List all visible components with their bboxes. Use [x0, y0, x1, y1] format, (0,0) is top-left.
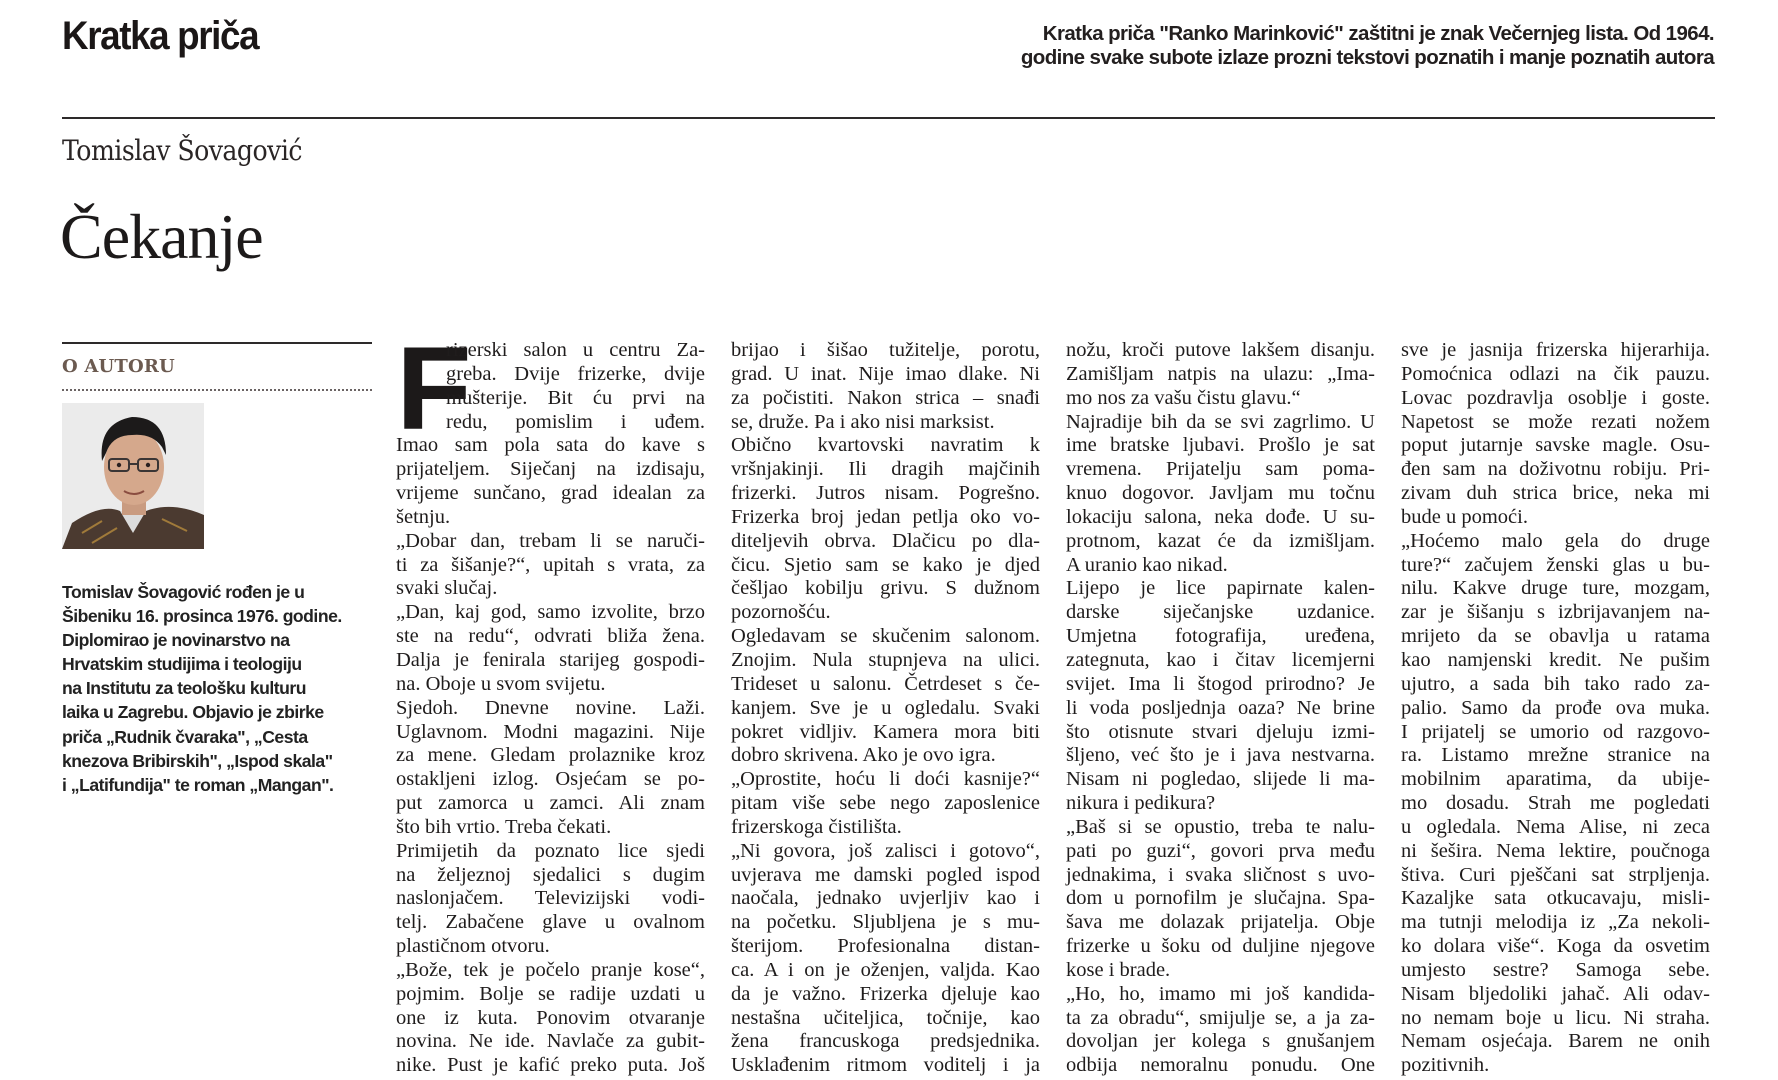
text-line: kao namjenski kredit. Ne pušim	[1401, 648, 1710, 671]
bio-line: Diplomirao je novinarstvo na	[62, 630, 290, 651]
text-line: nikura i pedikura?	[1066, 792, 1216, 815]
text-line: pozornošću.	[731, 601, 831, 624]
tagline-line: godine svake subote izlaze prozni tekstovi poznatih i manje poznatih autora	[1020, 46, 1714, 69]
text-line: put zamorca u zamci. Ali znam	[396, 792, 705, 815]
text-line: I prijatelj se umorio od razgovo-	[1401, 720, 1710, 743]
text-line: greba. Dvije frizerke, dvije	[446, 362, 705, 385]
text-line: Nemam osjećaja. Barem ne onih	[1401, 1030, 1710, 1053]
text-line: sve je jasnija frizerska hijerarhija.	[1401, 339, 1710, 361]
text-line: ca. A i on je oženjen, valjda. Kao	[731, 958, 1040, 981]
bio-line: Hrvatskim studijima i teologiju	[62, 654, 302, 675]
text-line: Napetost se može rezati nožem	[1401, 410, 1710, 433]
text-line: ra. Listamo mrežne stranice na	[1401, 744, 1710, 767]
text-line: štiva. Curi pješčani sat strpljenja.	[1401, 863, 1710, 886]
text-line: Lijepo je lice papirnate kalen-	[1066, 577, 1375, 600]
text-line: protnom, kazat će da izmišljam.	[1066, 529, 1375, 552]
author-photo	[62, 403, 204, 549]
text-line: rizerski salon u centru Za-	[446, 339, 705, 361]
text-line: ti za šišanje?“, upitah s vrata, za	[396, 553, 705, 576]
text-line: zategnuta, kao i čitav licemjerni	[1066, 648, 1375, 671]
text-line: Umjetna fotografija, uređena,	[1066, 625, 1375, 648]
bio-line: Tomislav Šovagović rođen je u	[62, 582, 305, 602]
bio-line: i „Latifundija" te roman „Mangan".	[62, 774, 334, 795]
text-line: frizerke u šoku od duljine njegove	[1066, 935, 1375, 958]
text-line: no nemam boje u licu. Ni straha.	[1401, 1006, 1710, 1029]
text-line: ime bratske ljubavi. Prošlo je sat	[1066, 434, 1375, 457]
text-line: grad. U inat. Nije imao dlake. Ni	[731, 362, 1040, 385]
text-line: za počistiti. Nakon strica – snađi	[731, 386, 1040, 409]
text-line: Nisam ni pogledao, slijede li ma-	[1066, 768, 1375, 791]
text-line: one iz kuta. Ponovim otvaranje	[396, 1006, 705, 1029]
text-line: nilu. Kakve druge ture, mozgam,	[1401, 577, 1710, 600]
text-line: pozitivnih.	[1401, 1054, 1490, 1077]
text-line: mobilnim aparatima, da ubije-	[1401, 768, 1710, 791]
text-line: telj. Zabačene glave u ovalnom	[396, 911, 705, 934]
text-line: zar je šišanju s izbrijavanjem na-	[1401, 601, 1710, 624]
text-line: u ogledala. Nema Alise, ni zeca	[1401, 815, 1710, 838]
text-line: šetnju.	[396, 505, 451, 528]
text-line: svaki slučaj.	[396, 577, 498, 600]
text-line: žena francuskoga predsjednika.	[731, 1030, 1040, 1053]
text-line: ujutro, a sada bih tako rado za-	[1401, 672, 1710, 695]
text-line: Ogledavam se skučenim salonom.	[731, 625, 1040, 648]
text-line: Znojim. Nula stupnjeva na ulici.	[731, 648, 1040, 671]
text-line: ste na redu“, odvrati bliža žena.	[396, 625, 705, 648]
text-line: „Oprostite, hoću li doći kasnije?“	[731, 768, 1040, 791]
text-line: kose i brade.	[1066, 958, 1171, 981]
text-line: jednakima, i svaka sličnost s uvo-	[1066, 863, 1375, 886]
header-divider	[62, 117, 1715, 119]
text-line: „Hoćemo malo gela do druge	[1401, 529, 1710, 552]
text-line: na. Oboje u svom svijetu.	[396, 672, 606, 695]
text-line: pokret vidljiv. Kamera mora biti	[731, 720, 1040, 743]
text-line: Dalja je fenirala starijeg gospodi-	[396, 648, 705, 671]
about-heading: O AUTORU	[62, 356, 175, 377]
text-line: frizerskoga čistilišta.	[731, 815, 902, 838]
text-line: Nisam bljedoliki jahač. Ali odav-	[1401, 982, 1710, 1005]
text-line: „Ni govora, još zalisci i gotovo“,	[731, 839, 1040, 862]
drop-cap: F	[396, 323, 472, 455]
text-line: li voda posljednja oaza? Ne brine	[1066, 696, 1375, 719]
article-column-3	[1066, 339, 1375, 1078]
text-line: Usklađenim ritmom voditelj i ja	[731, 1054, 1040, 1077]
article-column-4	[1401, 339, 1710, 1078]
article-column-2	[731, 339, 1040, 1078]
text-line: ostakljeni izlog. Osjećam se po-	[396, 768, 705, 791]
text-line: mrijeto da se obavlja u ratama	[1401, 625, 1710, 648]
text-line: Trideset u salonu. Četrdeset s če-	[731, 672, 1040, 695]
text-line: Imao sam pola sata do kave s	[396, 434, 705, 457]
about-dotted-divider	[62, 389, 372, 391]
text-line: odbija nemoralnu ponudu. One	[1066, 1054, 1375, 1077]
text-line: na početku. Sljubljena je s mu-	[731, 911, 1040, 934]
text-line: poput jutarnje savske magle. Osu-	[1401, 434, 1710, 457]
text-line: dom u pornofilm je slučajna. Spa-	[1066, 887, 1375, 910]
text-line: „Dobar dan, trebam li se naruči-	[396, 529, 705, 552]
text-line: nestašna učiteljica, točnije, kao	[731, 1006, 1040, 1029]
text-line: nike. Pust je kafić preko puta. Još	[396, 1054, 705, 1077]
text-line: knuo dogovor. Javljam mu točnu	[1066, 482, 1375, 505]
bio-line: na Institutu za teološku kulturu	[62, 678, 307, 699]
text-line: Najradije bih da se svi zagrlimo. U	[1066, 410, 1375, 433]
text-line: se, druže. Pa i ako nisi marksist.	[731, 410, 995, 433]
text-line: „Ho, ho, imamo mi još kandida-	[1066, 982, 1375, 1005]
text-line: Lovac pozdravlja osoblje i goste.	[1401, 386, 1710, 409]
bio-line: Šibeniku 16. prosinca 1976. godine.	[62, 606, 342, 627]
text-line: mušterije. Bit ću prvi na	[446, 386, 705, 409]
author-bio	[62, 580, 382, 797]
text-line: mo dosadu. Strah me pogledati	[1401, 792, 1710, 815]
text-line: što bih vrtio. Treba čekati.	[396, 815, 612, 838]
text-line: šava me dolazak prijatelja. Obje	[1066, 911, 1375, 934]
text-line: plastičnom otvoru.	[396, 935, 550, 958]
text-line: brijao i šišao tužitelje, porotu,	[731, 339, 1040, 361]
bio-line: knezova Bribirskih", „Ispod skala"	[62, 750, 333, 771]
about-top-rule	[62, 342, 372, 344]
author-portrait-icon	[62, 403, 204, 549]
text-line: redu, pomislim i uđem.	[446, 410, 705, 433]
text-line: dobro skrivena. Ako je ovo igra.	[731, 744, 996, 767]
text-line: ma tutnji melodija iz „Za nekoli-	[1401, 911, 1710, 934]
text-line: Frizerka broj jedan petlja oko vo-	[731, 505, 1040, 528]
text-line: što otisnute stvari djeluju izmi-	[1066, 720, 1375, 743]
text-line: zivam duh strica brice, neka mi	[1401, 482, 1710, 505]
text-line: „Bože, tek je počelo pranje kose“,	[396, 958, 705, 981]
text-line: vršnjakinji. Ili dragih majčinih	[731, 458, 1040, 481]
article-column-1	[396, 323, 705, 1078]
text-line: pati po guzi“, govori prva među	[1066, 839, 1375, 862]
text-line: „Baš si se opustio, treba te nalu-	[1066, 815, 1375, 838]
text-line: frizerki. Jutros nisam. Pogrešno.	[731, 482, 1040, 505]
text-line: ko dolara više“. Koga da osvetim	[1401, 935, 1710, 958]
text-line: ni šešira. Nema lektire, poučnoga	[1401, 839, 1710, 862]
text-line: na željeznoj sjedalici s dugim	[396, 863, 705, 886]
article-author: Tomislav Šovagović	[62, 134, 302, 167]
text-line: Zamišljam natpis na ulazu: „Ima-	[1066, 362, 1375, 385]
text-line: A uranio kao nikad.	[1066, 553, 1228, 576]
text-line: ta za obradu“, smijulje se, a ja za-	[1066, 1006, 1375, 1029]
text-line: đen sam na doživotnu robiju. Pri-	[1401, 458, 1710, 481]
text-line: šljeno, već što je i java nestvarna.	[1066, 744, 1375, 767]
text-line: Uglavnom. Modni magazini. Nije	[396, 720, 705, 743]
text-line: darske siječanjske uzdanice.	[1066, 601, 1375, 624]
text-line: pojmim. Bolje se radije uzdati u	[396, 982, 705, 1005]
text-line: nožu, kroči putove lakšem disanju.	[1066, 339, 1375, 361]
section-tagline	[814, 22, 1714, 70]
text-line: svijet. Ima li štogod prirodno? Je	[1066, 672, 1375, 695]
text-line: Kazaljke sata otkucavaju, misli-	[1401, 887, 1710, 910]
text-line: šterijom. Profesionalna distan-	[731, 935, 1040, 958]
text-line: vrijeme sunčano, grad idealan za	[396, 482, 705, 505]
bio-line: priča „Rudnik čvaraka", „Cesta	[62, 726, 308, 747]
text-line: naočala, jednako uvjerljiv kao i	[731, 887, 1040, 910]
text-line: lokaciju salona, neka dođe. U su-	[1066, 505, 1375, 528]
text-line: naslonjačem. Televizijski vodi-	[396, 887, 705, 910]
text-line: novina. Ne ide. Navlače za gubit-	[396, 1030, 705, 1053]
text-line: kanjem. Sve je u ogledalu. Svaki	[731, 696, 1040, 719]
bio-line: laika u Zagrebu. Objavio je zbirke	[62, 702, 324, 723]
text-line: palio. Samo da prođe ova muka.	[1401, 696, 1710, 719]
tagline-line: Kratka priča "Ranko Marinković" zaštitni je znak Večernjeg lista. Od 1964.	[1042, 22, 1714, 45]
text-line: da je važno. Frizerka djeluje kao	[731, 982, 1040, 1005]
text-line: mo nos za vašu čistu glavu.“	[1066, 386, 1301, 409]
text-line: Sjedoh. Dnevne novine. Laži.	[396, 696, 705, 719]
text-line: „Dan, kaj god, samo izvolite, brzo	[396, 601, 705, 624]
text-line: za mene. Gledam prolaznike kroz	[396, 744, 705, 767]
text-line: Obično kvartovski navratim k	[731, 434, 1040, 457]
article-title: Čekanje	[60, 201, 263, 272]
text-line: vremena. Prijatelju sam poma-	[1066, 458, 1375, 481]
text-line: umjesto sestre? Samoga sebe.	[1401, 958, 1710, 981]
text-line: čicu. Sjetio sam se kako je djed	[731, 553, 1040, 576]
text-line: Pomoćnica odlazi na čik pauzu.	[1401, 362, 1710, 385]
text-line: pitam više sebe nego zaposlenice	[731, 792, 1040, 815]
text-line: bude u pomoći.	[1401, 505, 1528, 528]
text-line: dovoljan jer kolega s gnušanjem	[1066, 1030, 1375, 1053]
section-rubric: Kratka priča	[62, 14, 259, 58]
text-line: uvjerava me damski pogled ispod	[731, 863, 1040, 886]
about-author-box	[62, 342, 372, 549]
text-line: diteljevih obrva. Dlačicu po dla-	[731, 529, 1040, 552]
text-line: češljao kobilju grivu. S dužnom	[731, 577, 1040, 600]
text-line: Primijetih da poznato lice sjedi	[396, 839, 705, 862]
text-line: prijateljem. Siječanj na izdisaju,	[396, 458, 705, 481]
text-line: ture?“ začujem ženski glas u bu-	[1401, 553, 1710, 576]
